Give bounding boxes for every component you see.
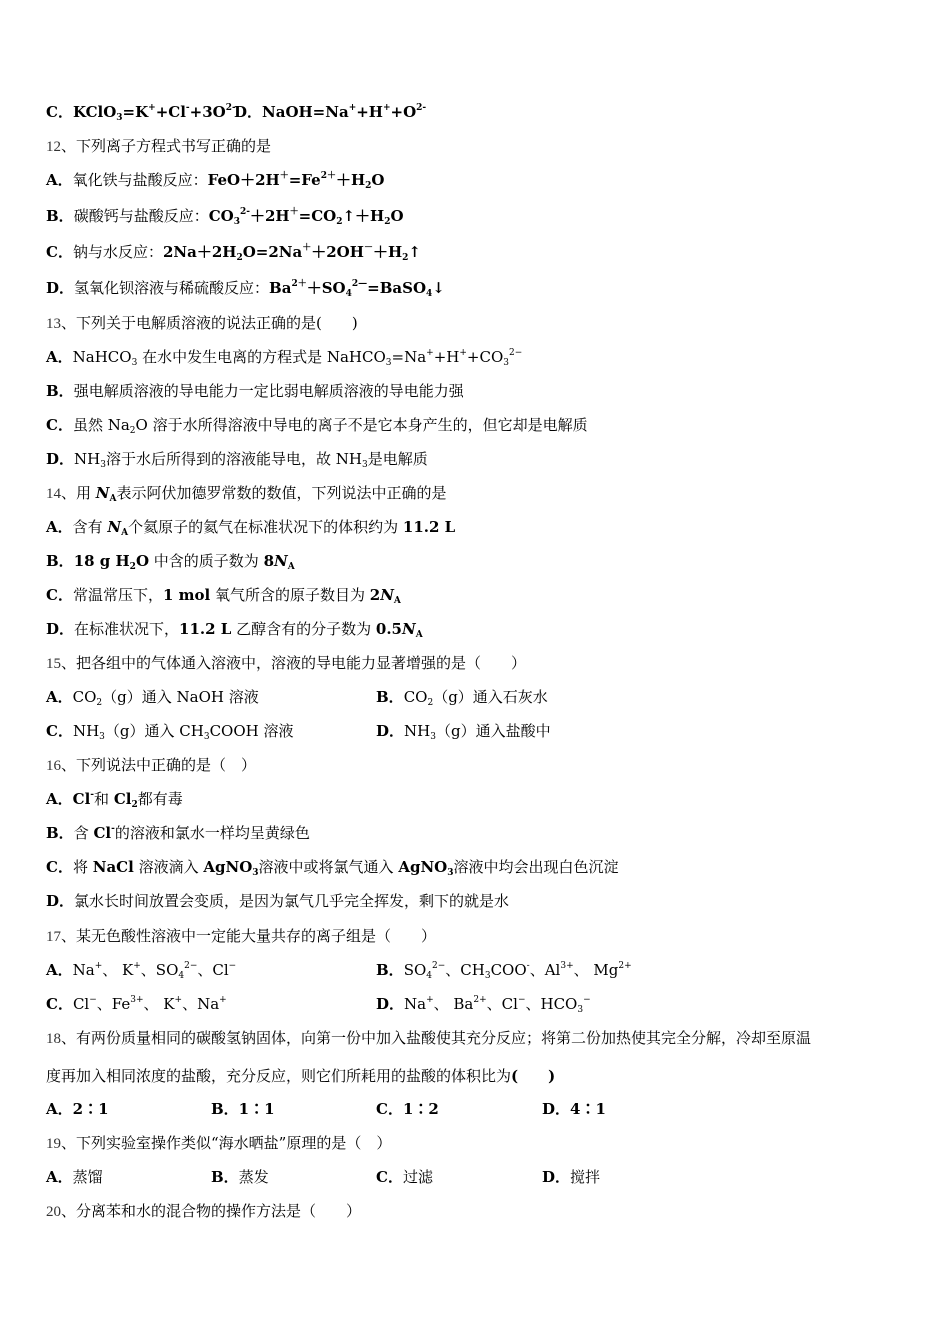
line-text xyxy=(46,789,183,809)
subscript: 3 xyxy=(131,358,138,368)
text-run: 8 xyxy=(263,552,274,570)
text-run: Na xyxy=(72,961,95,979)
text-run: C． xyxy=(46,858,73,876)
line-text xyxy=(46,891,509,911)
text-run: ( ) xyxy=(511,1067,556,1085)
question-number: 13 xyxy=(46,316,61,332)
subscript: 3 xyxy=(361,460,368,470)
superscript: － xyxy=(363,243,373,253)
line-text xyxy=(46,619,423,639)
text-run: SO xyxy=(403,961,427,979)
line-text xyxy=(46,278,445,298)
text-run: 、Al xyxy=(529,961,561,979)
text-run: 将 xyxy=(72,858,93,876)
text-run: 、CH xyxy=(445,961,485,979)
text-run: 搅拌 xyxy=(570,1168,601,1186)
subscript: 4 xyxy=(426,289,433,299)
text-run: +O xyxy=(390,103,417,121)
superscript: 3+ xyxy=(130,995,144,1005)
superscript: − xyxy=(583,995,591,1005)
text-run: 氯水长时间放置会变质，是因为氯气几乎完全挥发，剩下的就是水 xyxy=(74,892,510,910)
subscript: 3 xyxy=(577,1005,584,1015)
question-number: 20 xyxy=(46,1204,61,1220)
subscript: A xyxy=(415,630,423,640)
text-run: N xyxy=(274,552,288,570)
text-run: 过滤 xyxy=(402,1168,433,1186)
question-number: 12 xyxy=(46,139,61,155)
text-run: 、 K xyxy=(102,961,134,979)
text-run: A． xyxy=(46,1168,73,1186)
superscript: 2＋ xyxy=(291,279,307,289)
question-number: 17 xyxy=(46,929,61,945)
answer-option xyxy=(376,994,591,1014)
superscript: + xyxy=(133,961,141,971)
text-run: 蒸馏 xyxy=(72,1168,103,1186)
answer-option xyxy=(376,960,632,980)
subscript: 3 xyxy=(385,358,392,368)
text-run: D． xyxy=(376,722,405,740)
text-run: 常温常压下， xyxy=(72,586,163,604)
question-number: 15 xyxy=(46,656,61,672)
line-text xyxy=(46,1201,361,1222)
subscript: 2 xyxy=(131,800,138,810)
text-run: C． xyxy=(46,586,73,604)
text-run: 、SO xyxy=(140,961,179,979)
subscript: 2 xyxy=(402,253,409,263)
text-run: 乙醇含有的分子数为 xyxy=(231,620,376,638)
text-run: Na xyxy=(404,995,427,1013)
text-run: B． xyxy=(46,382,74,400)
text-run: 、分离苯和水的混合物的操作方法是（ ） xyxy=(61,1202,362,1220)
text-run: 2Na＋2H xyxy=(162,243,237,261)
text-run: 的溶液和氯水一样均呈黄绿色 xyxy=(114,824,310,842)
text-run: A． xyxy=(46,348,73,366)
superscript: 2＋ xyxy=(320,171,336,181)
answer-option xyxy=(46,960,236,980)
text-run: 中含的质子数为 xyxy=(149,552,264,570)
superscript: + xyxy=(382,103,391,113)
text-run: D． xyxy=(542,1168,571,1186)
superscript: ＋ xyxy=(279,171,289,181)
text-run: 表示阿伏加德罗常数的数值，下列说法中正确的是 xyxy=(116,484,447,502)
subscript: 2 xyxy=(129,562,136,572)
text-run: NaCl xyxy=(92,858,134,876)
text-run: 、用 xyxy=(61,484,96,502)
line-text xyxy=(46,170,384,190)
answer-option xyxy=(211,1167,269,1187)
text-run: （g）通入 CH xyxy=(104,722,204,740)
subscript: 3 xyxy=(100,460,106,470)
subscript: 4 xyxy=(345,289,352,299)
text-run: =BaSO xyxy=(367,279,427,297)
superscript: 2- xyxy=(239,207,250,217)
text-run: A． xyxy=(46,790,73,808)
line-text xyxy=(46,551,295,571)
text-run: NH xyxy=(74,450,101,468)
superscript: - xyxy=(526,961,530,971)
superscript: + xyxy=(219,995,227,1005)
text-run: （g）通入石灰水 xyxy=(433,688,548,706)
subscript: 3 xyxy=(430,732,436,742)
subscript: 3 xyxy=(252,868,259,878)
text-run: D． xyxy=(376,995,405,1013)
text-run: ↑＋H xyxy=(342,207,385,225)
text-run: B． xyxy=(211,1168,239,1186)
text-run: 强电解质溶液的导电能力一定比弱电解质溶液的导电能力强 xyxy=(73,382,464,400)
line-text xyxy=(46,206,404,226)
text-run: C．KClO xyxy=(46,103,117,121)
text-run: 和 xyxy=(94,790,114,808)
line-text xyxy=(46,136,271,157)
subscript: 4 xyxy=(426,971,432,981)
subscript: 4 xyxy=(178,971,185,981)
text-run: 溶液中均会出现白色沉淀 xyxy=(453,858,619,876)
text-run: 溶于水后所得到的溶液能导电，故 NH xyxy=(105,450,362,468)
text-run: A． xyxy=(46,961,73,979)
text-run: C． xyxy=(46,416,73,434)
text-run: ↑ xyxy=(408,243,421,261)
superscript: − xyxy=(517,995,526,1005)
answer-option xyxy=(234,102,426,122)
text-run: 虽然 Na xyxy=(72,416,130,434)
text-run: +CO xyxy=(466,348,504,366)
superscript: - xyxy=(111,824,115,834)
text-run: C． xyxy=(46,243,73,261)
text-run: Cl xyxy=(72,790,91,808)
text-run: 、下列离子方程式书写正确的是 xyxy=(61,137,272,155)
text-run: =Fe xyxy=(288,171,321,189)
subscript: A xyxy=(287,562,295,572)
line-text xyxy=(46,517,455,537)
line-text xyxy=(46,1066,555,1086)
answer-option xyxy=(46,1099,109,1119)
subscript: 3 xyxy=(203,732,210,742)
subscript: 3 xyxy=(503,358,509,368)
text-run: 、Cl xyxy=(486,995,518,1013)
answer-option xyxy=(46,687,259,707)
subscript: 3 xyxy=(233,217,240,227)
text-run: O xyxy=(371,171,385,189)
text-run: 11.2 L xyxy=(179,620,232,638)
text-run: N xyxy=(402,620,416,638)
text-run: O xyxy=(135,552,150,570)
line-text xyxy=(46,823,310,843)
superscript: ＋ xyxy=(289,207,299,217)
text-run: ↓ xyxy=(432,279,445,297)
text-run: AgNO xyxy=(398,858,448,876)
text-run: ＋2OH xyxy=(311,243,364,261)
text-run: 度再加入相同浓度的盐酸，充分反应，则它们所耗用的盐酸的体积比为 xyxy=(46,1067,512,1085)
text-run: FeO＋2H xyxy=(207,171,280,189)
text-run: 都有毒 xyxy=(137,790,183,808)
question-number: 19 xyxy=(46,1136,61,1152)
text-run: C． xyxy=(376,1168,403,1186)
subscript: 3 xyxy=(116,113,123,123)
line-text xyxy=(46,857,619,877)
superscript: + xyxy=(148,103,156,113)
text-run: N xyxy=(95,484,110,502)
line-text xyxy=(46,347,522,367)
superscript: + xyxy=(426,348,434,358)
answer-option xyxy=(542,1167,600,1187)
text-run: AgNO xyxy=(203,858,253,876)
superscript: − xyxy=(228,961,237,971)
text-run: 、Na xyxy=(182,995,220,1013)
text-run: B．1∶1 xyxy=(211,1100,275,1118)
text-run: （g）通入盐酸中 xyxy=(435,722,551,740)
text-run: +H xyxy=(356,103,383,121)
text-run: 1 mol xyxy=(162,586,211,604)
question-number: 16 xyxy=(46,758,61,774)
text-run: 溶液中或将氯气通入 xyxy=(258,858,399,876)
text-run: ＋2H xyxy=(249,207,290,225)
text-run: D． xyxy=(46,620,75,638)
superscript: 2— xyxy=(351,279,368,289)
subscript: 2 xyxy=(96,698,103,708)
text-run: Cl xyxy=(93,824,112,842)
superscript: - xyxy=(90,790,95,800)
text-run: 蒸发 xyxy=(238,1168,269,1186)
subscript: A xyxy=(121,528,129,538)
text-run: +Cl xyxy=(155,103,186,121)
text-run: 2 xyxy=(369,586,381,604)
superscript: + xyxy=(348,103,357,113)
line-text xyxy=(46,449,428,469)
superscript: 2+ xyxy=(473,995,487,1005)
text-run: 、 Mg xyxy=(573,961,619,979)
text-run: 溶液滴入 xyxy=(133,858,204,876)
superscript: 2- xyxy=(416,103,427,113)
superscript: 2- xyxy=(225,103,236,113)
text-run: 、下列关于电解质溶液的说法正确的是( ) xyxy=(61,314,358,332)
text-run: CO xyxy=(208,207,234,225)
text-run: 、下列实验室操作类似“海水晒盐”原理的是（ ） xyxy=(61,1134,392,1152)
superscript: 3+ xyxy=(560,961,574,971)
text-run: Ba xyxy=(269,279,292,297)
superscript: + xyxy=(459,348,467,358)
text-run: CO xyxy=(72,688,97,706)
subscript: 2 xyxy=(236,253,243,263)
text-run: O 溶于水所得溶液中导电的离子不是它本身产生的，但它却是电解质 xyxy=(135,416,588,434)
text-run: 氧化铁与盐酸反应： xyxy=(72,171,208,189)
text-run: COO xyxy=(490,961,527,979)
answer-option xyxy=(376,1099,439,1119)
subscript: A xyxy=(109,494,117,504)
text-run: N xyxy=(380,586,394,604)
text-run: 在水中发生电离的方程式是 NaHCO xyxy=(137,348,386,366)
text-run: B． xyxy=(376,961,404,979)
superscript: − xyxy=(89,995,97,1005)
line-text xyxy=(46,653,526,674)
text-run: A． xyxy=(46,518,73,536)
text-run: NH xyxy=(72,722,100,740)
text-run: C．1∶2 xyxy=(376,1100,439,1118)
text-run: NH xyxy=(404,722,431,740)
line-text xyxy=(46,313,358,334)
subscript: 3 xyxy=(484,971,491,981)
text-run: O xyxy=(390,207,404,225)
text-run: O=2Na xyxy=(242,243,303,261)
line-text xyxy=(46,381,464,401)
answer-option xyxy=(46,721,294,741)
subscript: A xyxy=(393,596,401,606)
text-run: A． xyxy=(46,688,73,706)
text-run: 含 xyxy=(73,824,94,842)
line-text xyxy=(46,755,256,776)
text-run: D． xyxy=(46,892,75,910)
line-text xyxy=(46,1133,391,1154)
subscript: 2 xyxy=(336,217,343,227)
text-run: 是电解质 xyxy=(367,450,428,468)
text-run: B． xyxy=(46,207,74,225)
text-run: Cl xyxy=(72,995,90,1013)
text-run: =Na xyxy=(391,348,427,366)
text-run: 含有 xyxy=(72,518,108,536)
superscript: 2− xyxy=(432,961,446,971)
answer-option xyxy=(46,1167,103,1187)
line-text xyxy=(46,483,447,504)
text-run: 、把各组中的气体通入溶液中，溶液的导电能力显著增强的是（ ） xyxy=(61,654,527,672)
line-text xyxy=(46,415,588,435)
answer-option xyxy=(376,687,548,707)
text-run: Cl xyxy=(113,790,132,808)
line-text xyxy=(46,1028,811,1049)
text-run: N xyxy=(107,518,122,536)
line-text xyxy=(46,242,421,262)
text-run: 个氦原子的氦气在标准状况下的体积约为 xyxy=(128,518,403,536)
text-run: =CO xyxy=(298,207,337,225)
text-run: （g）通入 NaOH 溶液 xyxy=(102,688,259,706)
text-run: NaHCO xyxy=(72,348,132,366)
text-run: ＋H xyxy=(335,171,366,189)
text-run: 钠与水反应： xyxy=(72,243,163,261)
text-run: 11.2 L xyxy=(402,518,456,536)
line-text xyxy=(46,926,436,947)
text-run: B． xyxy=(376,688,404,706)
text-run: A．2∶1 xyxy=(46,1100,109,1118)
superscript: + xyxy=(174,995,183,1005)
subscript: 2 xyxy=(129,426,136,436)
text-run: C． xyxy=(46,995,73,1013)
text-run: 氢氧化钡溶液与稀硫酸反应： xyxy=(74,279,270,297)
text-run: ＋H xyxy=(372,243,403,261)
subscript: 2 xyxy=(384,217,391,227)
text-run: D． xyxy=(46,450,75,468)
superscript: 2− xyxy=(508,348,523,358)
text-run: 碳酸钙与盐酸反应： xyxy=(73,207,209,225)
text-run: 、 Ba xyxy=(433,995,474,1013)
question-number: 14 xyxy=(46,486,61,502)
text-run: 、下列说法中正确的是（ ） xyxy=(61,756,257,774)
subscript: 3 xyxy=(99,732,105,742)
text-run: 在标准状况下， xyxy=(74,620,180,638)
text-run: 、 K xyxy=(143,995,175,1013)
text-run: B． xyxy=(46,552,74,570)
text-run: D．4∶1 xyxy=(542,1100,606,1118)
answer-option xyxy=(46,994,227,1014)
superscript: + xyxy=(94,961,103,971)
text-run: COOH 溶液 xyxy=(209,722,294,740)
text-run: 、有两份质量相同的碳酸氢钠固体，向第一份中加入盐酸使其充分反应；将第二份加热使其完全分解，冷却至原温 xyxy=(61,1029,812,1047)
answer-option xyxy=(211,1099,275,1119)
text-run: D． xyxy=(46,279,75,297)
superscript: ＋ xyxy=(302,243,312,253)
text-run: 0.5 xyxy=(375,620,402,638)
text-run: 氧气所含的原子数目为 xyxy=(210,586,370,604)
subscript: 2 xyxy=(427,698,434,708)
text-run: 、Fe xyxy=(96,995,131,1013)
answer-option xyxy=(542,1099,606,1119)
subscript: 3 xyxy=(447,868,454,878)
answer-option xyxy=(376,1167,433,1187)
text-run: =K xyxy=(122,103,149,121)
text-run: 、某无色酸性溶液中一定能大量共存的离子组是（ ） xyxy=(61,927,437,945)
subscript: 2 xyxy=(365,181,372,191)
line-text xyxy=(46,585,401,605)
superscript: - xyxy=(185,103,190,113)
question-number: 18 xyxy=(46,1031,61,1047)
answer-option xyxy=(46,102,236,122)
text-run: 18 g H xyxy=(73,552,130,570)
text-run: 、HCO xyxy=(525,995,578,1013)
text-run: A． xyxy=(46,171,73,189)
text-run: ＋SO xyxy=(306,279,346,297)
superscript: 2+ xyxy=(618,961,632,971)
answer-option xyxy=(376,721,551,741)
text-run: D．NaOH=Na xyxy=(234,103,349,121)
text-run: +3O xyxy=(189,103,226,121)
superscript: + xyxy=(426,995,434,1005)
text-run: B． xyxy=(46,824,74,842)
text-run: 、Cl xyxy=(197,961,229,979)
text-run: CO xyxy=(403,688,428,706)
text-run: C． xyxy=(46,722,73,740)
superscript: 2− xyxy=(184,961,198,971)
text-run: +H xyxy=(433,348,460,366)
